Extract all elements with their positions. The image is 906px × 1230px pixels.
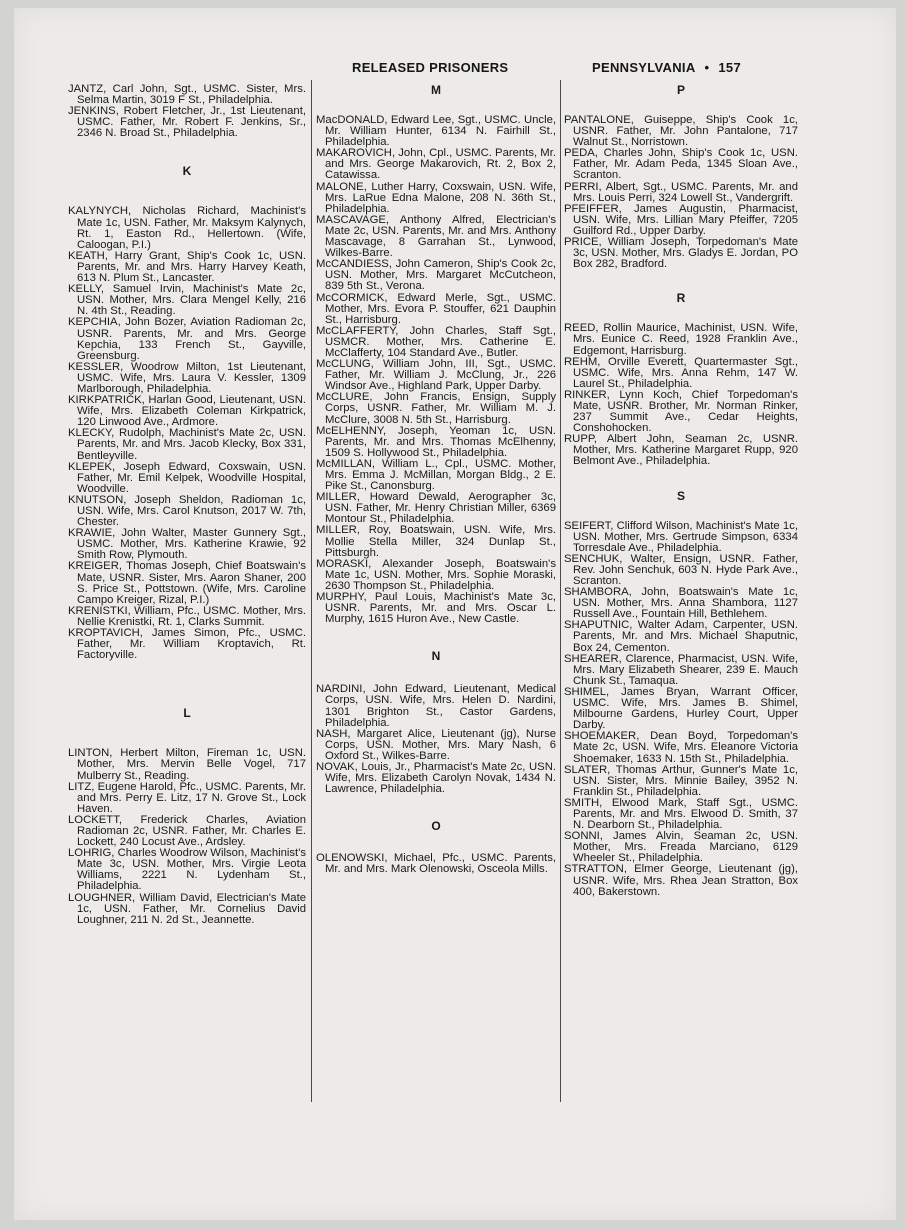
prisoner-entry: REED, Rollin Maurice, Machinist, USN. Wife, Mrs. Eunice C. Reed, 1928 Franklin Ave., Edgemont, Harrisburg.	[564, 322, 798, 357]
prisoner-entry: MASCAVAGE, Anthony Alfred, Electrician's Mate 2c, USN. Parents, Mr. and Mrs. Anthony Mascavage, 8 Garrahan St., Lynwood, Wilkes-Barre.	[316, 213, 556, 260]
prisoner-entry: LINTON, Herbert Milton, Fireman 1c, USN. Mother, Mrs. Mervin Belle Vogel, 717 Mulberry St., Reading.	[68, 747, 306, 782]
section-letter-o: O	[431, 819, 441, 834]
prisoner-entry: PFEIFFER, James Augustin, Pharmacist, USN. Wife, Mrs. Lillian Mary Pfeiffer, 7205 Guilford Rd., Upper Darby.	[564, 202, 798, 237]
prisoner-entry: SLATER, Thomas Arthur, Gunner's Mate 1c, USN. Sister, Mrs. Minnie Bailey, 3952 N. Franklin St., Philadelphia.	[564, 763, 798, 798]
entries-p	[564, 115, 798, 270]
prisoner-entry: KREIGER, Thomas Joseph, Chief Boatswain's Mate, USNR. Sister, Mrs. Aaron Shaner, 200 S. Price St., Pottstown. (Wife, Mrs. Caroline Campo Kreiger, Rizal, P.I.)	[68, 560, 306, 606]
prisoner-entry: MORASKI, Alexander Joseph, Boatswain's Mate 1c, USN. Mother, Mrs. Sophie Moraski, 2630 Thompson St., Philadelphia.	[316, 557, 556, 592]
entries-top	[68, 84, 306, 139]
prisoner-entry: McCLURE, John Francis, Ensign, Supply Corps, USNR. Father, Mr. William M. J. McClure, 3008 N. 5th St., Harrisburg.	[316, 391, 556, 426]
prisoner-entry: KEPCHIA, John Bozer, Aviation Radioman 2c, USNR. Parents, Mr. and Mrs. George Kepchia, 133 French St., Gayville, Greensburg.	[68, 316, 306, 362]
prisoner-entry: KESSLER, Woodrow Milton, 1st Lieutenant, USMC. Wife, Mrs. Laura V. Kessler, 1309 Marlborough, Philadelphia.	[68, 360, 306, 395]
prisoner-entry: SMITH, Elwood Mark, Staff Sgt., USMC. Parents, Mr. and Mrs. Elwood D. Smith, 37 N. Dearborn St., Philadelphia.	[564, 796, 798, 832]
section-letter-k: K	[182, 164, 192, 179]
prisoner-entry: PEDA, Charles John, Ship's Cook 1c, USN. Father, Mr. Adam Peda, 1345 Sloan Ave., Scranton.	[564, 147, 798, 182]
prisoner-entry: SEIFERT, Clifford Wilson, Machinist's Mate 1c, USN. Mother, Mrs. Gertrude Simpson, 6334 Torresdale Ave., Philadelphia.	[564, 519, 798, 554]
prisoner-entry: KROPTAVICH, James Simon, Pfc., USMC. Father, Mr. William Kroptavich, Rt. Factoryville.	[68, 627, 306, 662]
column-2	[316, 84, 556, 875]
prisoner-entry: McCLAFFERTY, John Charles, Staff Sgt., USMCR. Mother, Mrs. Catherine E. McClafferty, 104 Standard Ave., Butler.	[316, 324, 556, 359]
prisoner-entry: SHAPUTNIC, Walter Adam, Carpenter, USN. Parents, Mr. and Mrs. Michael Shaputnic, Box 24, Cementon.	[564, 619, 798, 654]
prisoner-entry: KLEPEK, Joseph Edward, Coxswain, USN. Father, Mr. Emil Kelpek, Woodville Hospital, Woodville.	[68, 460, 306, 495]
prisoner-entry: McMILLAN, William L., Cpl., USMC. Mother, Mrs. Emma J. McMillan, Morgan Bldg., 2 E. Pike St., Canonsburg.	[316, 457, 556, 493]
prisoner-entry: LOUGHNER, William David, Electrician's Mate 1c, USN. Father, Mr. Cornelius David Loughner, 211 N. 2d St., Jeannette.	[68, 891, 306, 926]
section-letter-l: L	[183, 706, 191, 721]
prisoner-entry: SHOEMAKER, Dean Boyd, Torpedoman's Mate 2c, USN. Wife, Mrs. Eleanore Victoria Shoemaker, 1633 N. 15th St., Philadelphia.	[564, 730, 798, 765]
prisoner-entry: SONNI, James Alvin, Seaman 2c, USN. Mother, Mrs. Freada Marciano, 6129 Wheeler St., Philadelphia.	[564, 830, 798, 865]
prisoner-entry: SENCHUK, Walter, Ensign, USNR. Father, Rev. John Senchuk, 603 N. Hyde Park Ave., Scranton.	[564, 552, 798, 587]
prisoner-entry: McELHENNY, Joseph, Yeoman 1c, USN. Parents, Mr. and Mrs. Thomas McElhenny, 1509 S. Hollywood St., Philadelphia.	[316, 424, 556, 459]
entries-l	[68, 748, 306, 926]
prisoner-entry: KLECKY, Rudolph, Machinist's Mate 2c, USN. Parents, Mr. and Mrs. Jacob Klecky, Box 331, Bentleyville.	[68, 427, 306, 462]
prisoner-entry: KNUTSON, Joseph Sheldon, Radioman 1c, USN. Wife, Mrs. Carol Knutson, 2017 W. 7th, Chester.	[68, 493, 306, 529]
section-letter-s: S	[676, 488, 685, 503]
entries-m	[316, 115, 556, 625]
prisoner-entry: SHEARER, Clarence, Pharmacist, USN. Wife, Mrs. Mary Elizabeth Shearer, 239 E. Mauch Chunk St., Tamaqua.	[564, 652, 798, 687]
prisoner-entry: OLENOWSKI, Michael, Pfc., USMC. Parents, Mr. and Mrs. Mark Olenowski, Osceola Mills.	[316, 852, 556, 876]
column-1	[68, 84, 306, 926]
prisoner-entry: MILLER, Roy, Boatswain, USN. Wife, Mrs. Mollie Stella Miller, 324 Dunlap St., Pittsburgh.	[316, 524, 556, 559]
prisoner-entry: KEATH, Harry Grant, Ship's Cook 1c, USN. Parents, Mr. and Mrs. Harry Harvey Keath, 613 N. Plum St., Lancaster.	[68, 249, 306, 285]
prisoner-entry: NARDINI, John Edward, Lieutenant, Medical Corps, USN. Wife, Mrs. Helen D. Nardini, 1301 Brighton St., Castor Gardens, Philadelphia.	[316, 683, 556, 729]
page-number: 157	[718, 60, 741, 75]
column-rule-2	[560, 80, 561, 1102]
prisoner-entry: KRENISTKI, William, Pfc., USMC. Mother, Mrs. Nellie Krenistki, Rt. 1, Clarks Summit.	[68, 604, 306, 628]
prisoner-entry: McCLUNG, William John, III, Sgt., USMC. Father, Mr. William J. McClung, Jr., 226 Windsor Ave., Highland Park, Upper Darby.	[316, 358, 556, 393]
entries-s	[564, 521, 798, 898]
prisoner-entry: KIRKPATRICK, Harlan Good, Lieutenant, USN. Wife, Mrs. Elizabeth Coleman Kirkpatrick, 120 Linwood Ave., Ardmore.	[68, 394, 306, 429]
entries-n	[316, 684, 556, 795]
entries-k	[68, 206, 306, 661]
prisoner-entry: KALYNYCH, Nicholas Richard, Machinist's Mate 1c, USN. Father, Mr. Maksym Kalynych, Rt. 1, Easton Rd., Hellertown. (Wife, Caloogan, P.I.)	[68, 205, 306, 251]
column-rule-1	[311, 80, 312, 1102]
section-letter-n: N	[431, 649, 441, 664]
column-3	[564, 84, 798, 898]
prisoner-entry: NOVAK, Louis, Jr., Pharmacist's Mate 2c, USN. Wife, Mrs. Elizabeth Carolyn Novak, 1434 N. Lawrence, Philadelphia.	[316, 760, 556, 796]
bullet-separator: •	[704, 60, 710, 75]
prisoner-entry: RINKER, Lynn Koch, Chief Torpedoman's Mate, USNR. Brother, Mr. Norman Rinker, 237 Summit Ave., Cedar Heights, Conshohocken.	[564, 388, 798, 435]
prisoner-entry: MILLER, Howard Dewald, Aerographer 3c, USN. Father, Mr. Henry Christian Miller, 6369 Montour St., Philadelphia.	[316, 491, 556, 526]
prisoner-entry: PRICE, William Joseph, Torpedoman's Mate 3c, USN. Mother, Mrs. Gladys E. Jordan, PO Box 282, Bradford.	[564, 236, 798, 271]
prisoner-entry: MAKAROVICH, John, Cpl., USMC. Parents, Mr. and Mrs. George Makarovich, Rt. 2, Box 2, Catawissa.	[316, 147, 556, 182]
section-letter-p: P	[676, 83, 685, 97]
prisoner-entry: REHM, Orville Everett, Quartermaster Sgt., USMC. Wife, Mrs. Anna Rehm, 147 W. Laurel St., Philadelphia.	[564, 355, 798, 390]
prisoner-entry: LOHRIG, Charles Woodrow Wilson, Machinist's Mate 3c, USN. Mother, Mrs. Virgie Leota Williams, 2221 N. Lydenham St., Philadelphia.	[68, 847, 306, 893]
prisoner-entry: SHIMEL, James Bryan, Warrant Officer, USMC. Wife, Mrs. James B. Shimel, Milbourne Gardens, Hurley Court, Upper Darby.	[564, 685, 798, 732]
prisoner-entry: STRATTON, Elmer George, Lieutenant (jg), USNR. Wife, Mrs. Rhea Jean Stratton, Box 400, Bakerstown.	[564, 863, 798, 898]
section-letter-m: M	[431, 83, 441, 97]
section-letter-r: R	[676, 291, 686, 306]
prisoner-entry: KELLY, Samuel Irvin, Machinist's Mate 2c, USN. Mother, Mrs. Clara Mengel Kelly, 216 N. 4th St., Reading.	[68, 283, 306, 318]
entries-r	[564, 323, 798, 467]
prisoner-entry: SHAMBORA, John, Boatswain's Mate 1c, USN. Mother, Mrs. Anna Shambora, 1127 Russell Ave., Fountain Hill, Bethlehem.	[564, 586, 798, 621]
prisoner-entry: JENKINS, Robert Fletcher, Jr., 1st Lieutenant, USMC. Father, Mr. Robert F. Jenkins, Sr., 2346 N. Broad St., Philadelphia.	[68, 105, 306, 140]
prisoner-entry: MacDONALD, Edward Lee, Sgt., USMC. Uncle, Mr. William Hunter, 6134 N. Fairhill St., Philadelphia.	[316, 114, 556, 149]
prisoner-entry: MURPHY, Paul Louis, Machinist's Mate 3c, USNR. Parents, Mr. and Mrs. Oscar L. Murphy, 1615 Huron Ave., New Castle.	[316, 591, 556, 626]
running-head-state	[592, 60, 741, 75]
prisoner-entry: McCORMICK, Edward Merle, Sgt., USMC. Mother, Mrs. Evora P. Stouffer, 621 Dauphin St., Harrisburg.	[316, 291, 556, 326]
entries-o	[316, 853, 556, 875]
prisoner-entry: LITZ, Eugene Harold, Pfc., USMC. Parents, Mr. and Mrs. Perry E. Litz, 17 N. Grove St., Lock Haven.	[68, 780, 306, 815]
prisoner-entry: RUPP, Albert John, Seaman 2c, USNR. Mother, Mrs. Katherine Margaret Rupp, 920 Belmont Ave., Philadelphia.	[564, 433, 798, 468]
prisoner-entry: McCANDIESS, John Cameron, Ship's Cook 2c, USN. Mother, Mrs. Margaret McCutcheon, 839 5th St., Verona.	[316, 258, 556, 293]
prisoner-entry: LOCKETT, Frederick Charles, Aviation Radioman 2c, USNR. Father, Mr. Charles E. Lockett, 240 Locust Ave., Ardsley.	[68, 813, 306, 849]
prisoner-entry: JANTZ, Carl John, Sgt., USMC. Sister, Mrs. Selma Martin, 3019 F St., Philadelphia.	[68, 83, 306, 107]
state-name: PENNSYLVANIA	[592, 60, 696, 75]
prisoner-entry: MALONE, Luther Harry, Coxswain, USN. Wife, Mrs. LaRue Edna Malone, 208 N. 36th St., Philadelphia.	[316, 180, 556, 215]
prisoner-entry: PANTALONE, Guiseppe, Ship's Cook 1c, USNR. Father, Mr. John Pantalone, 717 Walnut St., Norristown.	[564, 114, 798, 149]
running-head-title: RELEASED PRISONERS	[352, 60, 509, 75]
prisoner-entry: NASH, Margaret Alice, Lieutenant (jg), Nurse Corps, USN. Mother, Mrs. Mary Nash, 6 Oxford St., Wilkes-Barre.	[316, 727, 556, 762]
prisoner-entry: PERRI, Albert, Sgt., USMC. Parents, Mr. and Mrs. Louis Perri, 324 Lowell St., Vandergrift.	[564, 180, 798, 204]
prisoner-entry: KRAWIE, John Walter, Master Gunnery Sgt., USMC. Mother, Mrs. Katherine Krawie, 92 Smith Row, Plymouth.	[68, 527, 306, 562]
